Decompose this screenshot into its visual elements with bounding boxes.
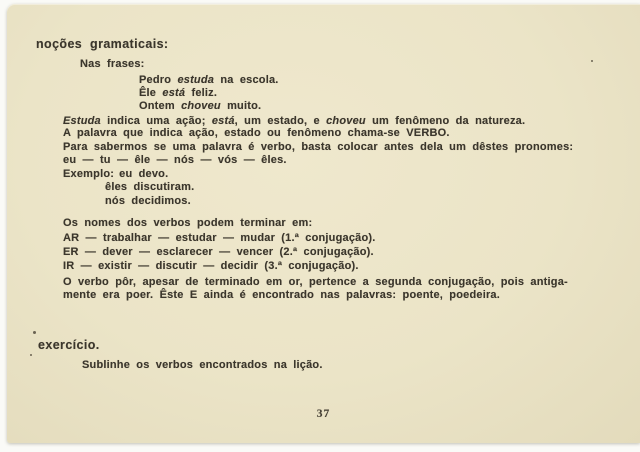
note-line-2: mente era poer. Êste E ainda é encontrado nas palavras: poente, poedeira. [63,289,501,301]
pronoun-example-1: eu devo. [119,168,169,180]
endings-intro: Os nomes dos verbos podem terminar em: [63,217,313,229]
exemplo-line [63,168,168,181]
exemplo-label: Exemplo: [63,168,115,180]
exercise-instruction: Sublinhe os verbos encontrados na lição. [82,359,323,371]
ending-er: ER — dever — esclarecer — vencer (2.ª conjugação). [63,246,374,258]
example-sentence-1: Pedro estuda na escola. [139,74,279,86]
scan-speck [30,354,32,356]
pronoun-example-2: êles discutiram. [105,181,195,193]
example-sentence-2: Êle está feliz. [139,87,218,99]
ending-ar: AR — trabalhar — estudar — mudar (1.ª conjugação). [63,232,376,244]
pronoun-list: eu — tu — êle — nós — vós — êles. [63,154,287,166]
section-heading-exercise: exercício. [38,338,100,352]
pronoun-example-3: nós decidimos. [105,195,191,207]
section-heading-grammar: noções gramaticais: [36,37,169,51]
example-sentence-3: Ontem choveu muito. [139,100,262,112]
page-number: 37 [316,408,331,420]
explanation-line-1: Estuda indica uma ação; está, um estado, e choveu um fenômeno da natureza. [63,115,526,127]
explanation-line-2: A palavra que indica ação, estado ou fenômeno chama-se VERBO. [63,127,450,139]
intro-label: Nas frases: [80,58,145,70]
scan-speck [33,331,36,334]
book-page [7,4,640,443]
ending-ir: IR — existir — discutir — decidir (3.ª conjugação). [63,260,359,272]
scan-speck [591,60,593,62]
note-line-1: O verbo pôr, apesar de terminado em or, pertence a segunda conjugação, pois antiga- [63,276,568,288]
explanation-line-3: Para sabermos se uma palavra é verbo, basta colocar antes dela um dêstes pronomes: [63,141,574,153]
